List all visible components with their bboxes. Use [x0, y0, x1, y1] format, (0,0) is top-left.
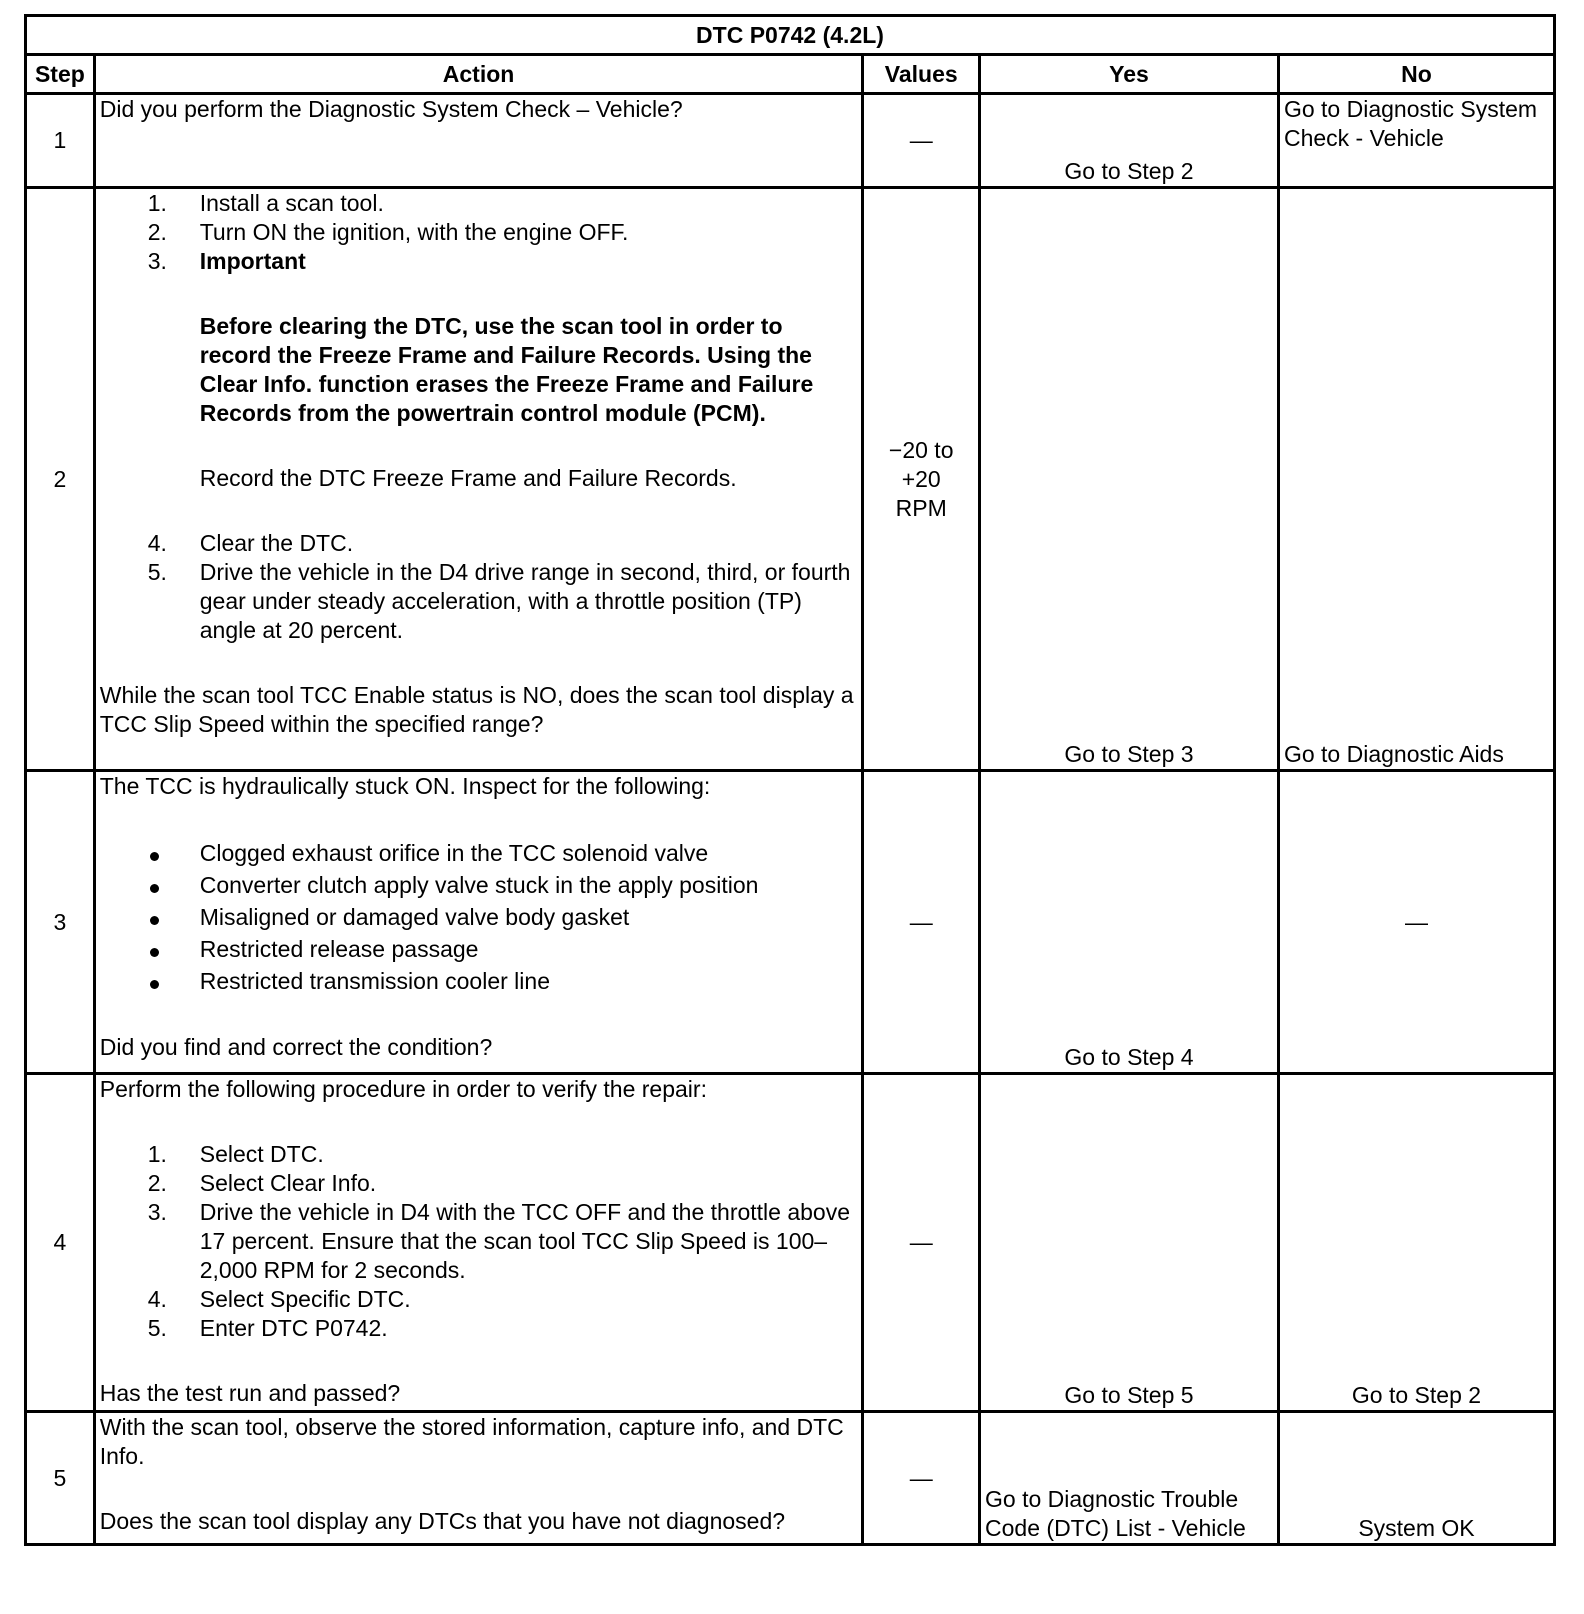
list-item: [100, 1314, 858, 1343]
item-number: 5.: [147, 1315, 167, 1341]
item-text: Select Clear Info.: [199, 1170, 377, 1196]
procedure-list: [100, 1140, 858, 1343]
list-item: [100, 901, 858, 933]
no-cell: Go to Step 2: [1278, 1074, 1554, 1412]
inspection-list: [100, 837, 858, 997]
procedure-list: [100, 189, 858, 276]
item-text: Select DTC.: [199, 1141, 324, 1167]
question-text: Did you find and correct the condition?: [99, 1034, 493, 1060]
record-instruction: Record the DTC Freeze Frame and Failure Records.: [199, 465, 737, 491]
step-number: 1: [26, 94, 95, 188]
item-text: Clear the DTC.: [199, 530, 354, 556]
question-text: Has the test run and passed?: [99, 1380, 401, 1406]
intro-text: The TCC is hydraulically stuck ON. Inspect for the following:: [99, 773, 711, 799]
no-cell: Go to Diagnostic System Check - Vehicle: [1278, 94, 1554, 188]
action-cell: [94, 1412, 863, 1545]
bullet-icon: [150, 916, 159, 925]
item-number: 1.: [147, 190, 167, 216]
header-step: Step: [26, 55, 95, 94]
yes-cell: Go to Step 2: [980, 94, 1279, 188]
bullet-icon: [150, 948, 159, 957]
procedure-list: [100, 529, 858, 645]
header-no: No: [1278, 55, 1554, 94]
list-item: [100, 558, 858, 645]
important-label: Important: [199, 248, 306, 274]
step-number: 5: [26, 1412, 95, 1545]
item-number: 1.: [147, 1141, 167, 1167]
item-number: 2.: [147, 219, 167, 245]
table-row: [26, 188, 1555, 771]
list-item: [100, 1198, 858, 1285]
step-number: 2: [26, 188, 95, 771]
important-note: Before clearing the DTC, use the scan tool in order to record the Freeze Frame and Failure Records. Using the Clear Info. function erases the Freeze Frame and Failure Records from the powertrain control module (PCM).: [199, 313, 814, 426]
header-values: Values: [863, 55, 980, 94]
question-text: While the scan tool TCC Enable status is NO, does the scan tool display a TCC Slip Speed within the specified range?: [99, 682, 854, 737]
item-number: 3.: [147, 1199, 167, 1225]
step-number: 4: [26, 1074, 95, 1412]
no-cell: System OK: [1278, 1412, 1554, 1545]
values-cell: —: [863, 94, 980, 188]
header-yes: Yes: [980, 55, 1279, 94]
item-number: 2.: [147, 1170, 167, 1196]
values-cell: —: [863, 1074, 980, 1412]
table-row: [26, 1412, 1555, 1545]
table-title-row: [26, 16, 1555, 55]
item-text: Drive the vehicle in D4 with the TCC OFF and the throttle above 17 percent. Ensure that the scan tool TCC Slip Speed is 100–2,000 RPM for 2 seconds.: [199, 1199, 851, 1283]
intro-text: Perform the following procedure in order to verify the repair:: [99, 1076, 707, 1102]
item-text: Misaligned or damaged valve body gasket: [199, 903, 630, 930]
item-number: 4.: [147, 530, 167, 556]
list-item: [100, 189, 858, 218]
item-text: Drive the vehicle in the D4 drive range in second, third, or fourth gear under steady acceleration, with a throttle position (TP) angle at 20 percent.: [199, 559, 851, 643]
question-text: Does the scan tool display any DTCs that you have not diagnosed?: [99, 1508, 786, 1534]
bullet-icon: [150, 980, 159, 989]
action-cell: [94, 771, 863, 1074]
list-item: [100, 1285, 858, 1314]
values-cell: [863, 188, 980, 771]
header-action: Action: [94, 55, 863, 94]
item-text: Converter clutch apply valve stuck in the apply position: [199, 871, 759, 898]
yes-cell: Go to Step 4: [980, 771, 1279, 1074]
values-cell: —: [863, 771, 980, 1074]
no-cell: Go to Diagnostic Aids: [1278, 188, 1554, 771]
list-item: [100, 837, 858, 869]
table-header-row: [26, 55, 1555, 94]
action-cell: [94, 188, 863, 771]
list-item: [100, 218, 858, 247]
dtc-table: [24, 14, 1556, 1546]
item-number: 3.: [147, 248, 167, 274]
list-item: [100, 965, 858, 997]
item-number: 5.: [147, 559, 167, 585]
yes-cell: Go to Step 5: [980, 1074, 1279, 1412]
values-cell: —: [863, 1412, 980, 1545]
action-text: Did you perform the Diagnostic System Check – Vehicle?: [94, 94, 863, 188]
item-text: Install a scan tool.: [199, 190, 384, 216]
action-cell: [94, 1074, 863, 1412]
item-text: Restricted release passage: [199, 935, 479, 962]
list-item: [100, 1140, 858, 1169]
item-text: Turn ON the ignition, with the engine OFF.: [199, 219, 629, 245]
no-cell: —: [1278, 771, 1554, 1074]
table-row: [26, 771, 1555, 1074]
item-text: Enter DTC P0742.: [199, 1315, 388, 1341]
item-number: 4.: [147, 1286, 167, 1312]
intro-text: With the scan tool, observe the stored information, capture info, and DTC Info.: [99, 1414, 844, 1469]
list-item: [100, 247, 858, 276]
bullet-icon: [150, 884, 159, 893]
bullet-icon: [150, 852, 159, 861]
table-row: [26, 94, 1555, 188]
step-number: 3: [26, 771, 95, 1074]
list-item: [100, 1169, 858, 1198]
yes-cell: Go to Step 3: [980, 188, 1279, 771]
item-text: Select Specific DTC.: [199, 1286, 411, 1312]
values-range: −20 to +20 RPM: [888, 436, 954, 521]
list-item: [100, 869, 858, 901]
table-row: [26, 1074, 1555, 1412]
item-text: Clogged exhaust orifice in the TCC solenoid valve: [199, 839, 709, 866]
list-item: [100, 529, 858, 558]
item-text: Restricted transmission cooler line: [199, 967, 550, 994]
list-item: [100, 933, 858, 965]
table-title: DTC P0742 (4.2L): [26, 16, 1555, 55]
yes-cell: Go to Diagnostic Trouble Code (DTC) List - Vehicle: [980, 1412, 1279, 1545]
